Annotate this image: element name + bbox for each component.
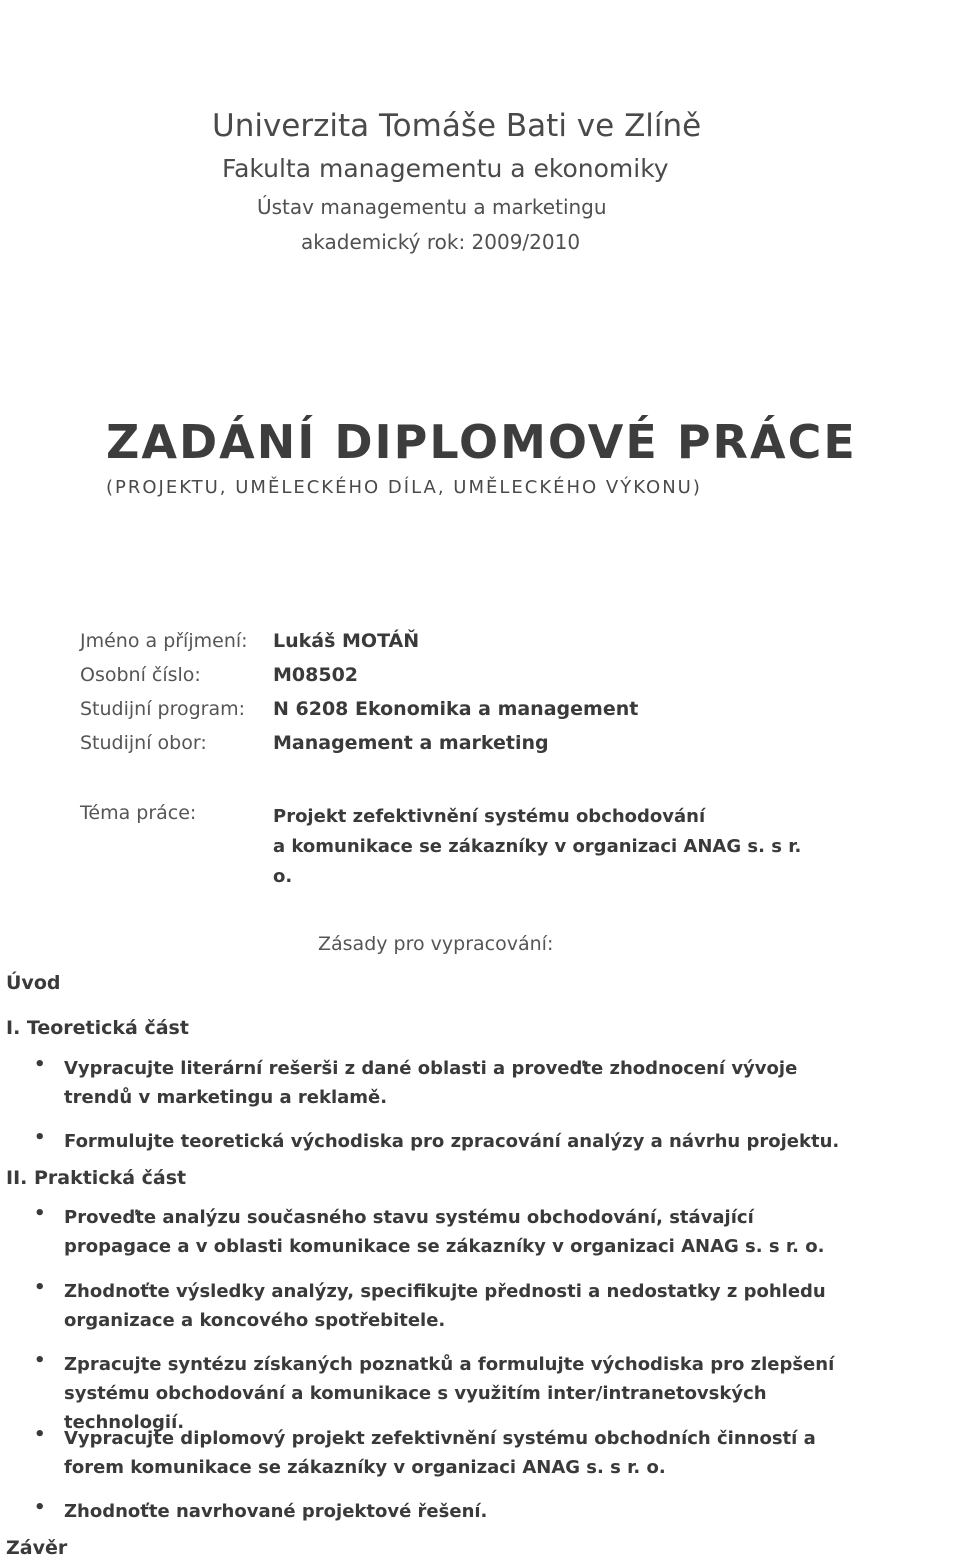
document-title: ZADÁNÍ DIPLOMOVÉ PRÁCE (106, 415, 857, 469)
list-item-text: Vypracujte literární rešerši z dané oblasti a proveďte zhodnocení vývoje trendů v marketingu a reklamě. (64, 1058, 798, 1108)
bullet-icon: • (34, 1054, 46, 1075)
section-practice-title: II. Praktická část (6, 1167, 187, 1189)
list-item-text: Vypracujte diplomový projekt zefektivnění systému obchodních činností a forem komunikace se zákazníky v organizaci ANAG s. s r. o. (64, 1428, 816, 1478)
document-subtitle: (PROJEKTU, UMĚLECKÉHO DÍLA, UMĚLECKÉHO VÝKONU) (106, 477, 702, 498)
program-value: N 6208 Ekonomika a management (273, 698, 639, 720)
field-label: Studijní obor: (80, 732, 207, 754)
list-item-text: Zhodnoťte výsledky analýzy, specifikujte přednosti a nedostatky z pohledu organizace a koncového spotřebitele. (64, 1281, 826, 1331)
topic-line-3: o. (273, 866, 293, 887)
faculty-name: Fakulta managementu a ekonomiky (222, 154, 669, 183)
topic-line-2: a komunikace se zákazníky v organizaci ANAG s. s r. (273, 836, 802, 857)
field-value: Management a marketing (273, 732, 549, 754)
name-label: Jméno a příjmení: (80, 630, 248, 652)
program-label: Studijní program: (80, 698, 246, 720)
list-item-text: Zpracujte syntézu získaných poznatků a formulujte východiska pro zlepšení systému obchodování a komunikace s využitím inter/intranetovských technologií. (64, 1354, 835, 1433)
bullet-icon: • (34, 1350, 46, 1371)
section-theory-title: I. Teoretická část (6, 1017, 189, 1039)
section-intro: Úvod (6, 972, 61, 994)
bullet-icon: • (34, 1127, 46, 1148)
id-value: M08502 (273, 664, 359, 686)
principles-heading: Zásady pro vypracování: (318, 933, 554, 955)
bullet-icon: • (34, 1424, 46, 1445)
university-name: Univerzita Tomáše Bati ve Zlíně (212, 108, 702, 144)
bullet-icon: • (34, 1277, 46, 1298)
list-item-text: Zhodnoťte navrhované projektové řešení. (64, 1501, 488, 1522)
name-value: Lukáš MOTÁŇ (273, 630, 420, 652)
academic-year: akademický rok: 2009/2010 (301, 230, 581, 254)
topic-line-1: Projekt zefektivnění systému obchodování (273, 806, 706, 827)
institute-name: Ústav managementu a marketingu (257, 195, 607, 219)
section-conclusion: Závěr (6, 1537, 68, 1559)
list-item-text: Formulujte teoretická východiska pro zpracování analýzy a návrhu projektu. (64, 1131, 840, 1152)
list-item-text: Proveďte analýzu současného stavu systému obchodování, stávající propagace a v oblasti komunikace se zákazníky v organizaci ANAG s. s r. o. (64, 1207, 825, 1257)
topic-label: Téma práce: (80, 802, 197, 824)
bullet-icon: • (34, 1497, 46, 1518)
bullet-icon: • (34, 1203, 46, 1224)
topic-value (273, 802, 813, 892)
id-label: Osobní číslo: (80, 664, 201, 686)
